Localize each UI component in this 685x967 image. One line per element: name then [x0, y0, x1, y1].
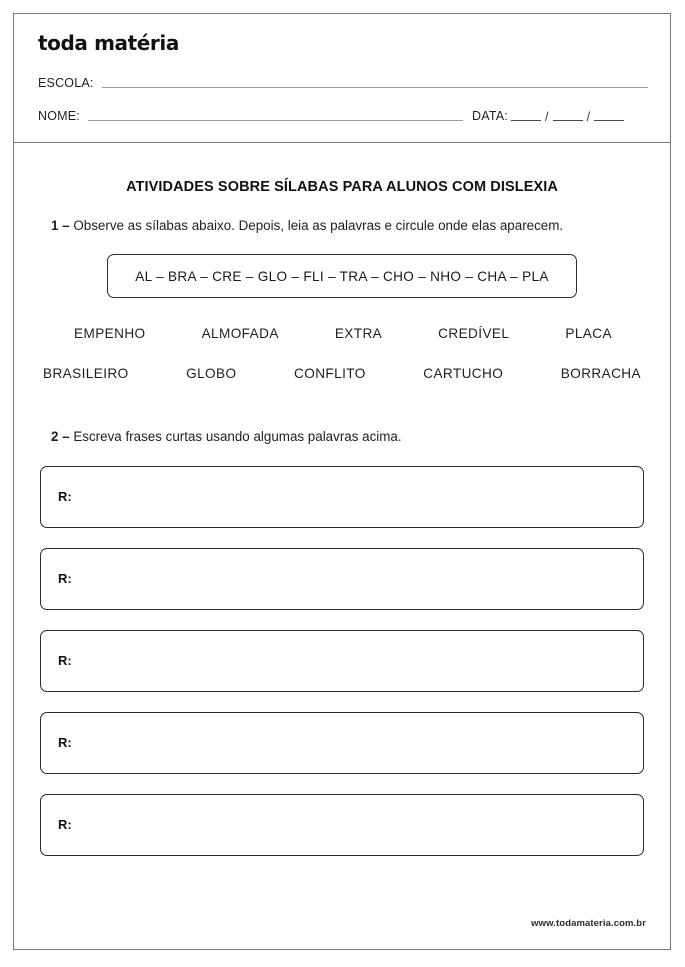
word-item[interactable]: ALMOFADA: [201, 326, 279, 342]
name-label: NOME:: [38, 109, 80, 123]
question-2-text: Escreva frases curtas usando algumas palavras acima.: [73, 429, 402, 445]
question-1: [38, 216, 646, 235]
footer-website[interactable]: www.todamateria.com.br: [531, 918, 646, 929]
answer-label: R:: [58, 817, 72, 833]
question-2-number: 2 –: [51, 429, 70, 445]
answer-box[interactable]: [40, 548, 644, 610]
answer-box[interactable]: [40, 466, 644, 528]
word-item[interactable]: EXTRA: [334, 326, 383, 342]
word-item[interactable]: BORRACHA: [560, 366, 641, 382]
worksheet-page: [13, 13, 671, 950]
brand-logo: toda matéria: [38, 31, 179, 55]
answer-box-list: [38, 466, 646, 856]
word-item[interactable]: GLOBO: [186, 366, 237, 382]
word-item[interactable]: BRASILEIRO: [43, 366, 129, 382]
word-item[interactable]: CONFLITO: [294, 366, 366, 382]
word-item[interactable]: PLACA: [565, 326, 612, 342]
worksheet-header: [14, 14, 670, 143]
syllable-list: AL – BRA – CRE – GLO – FLI – TRA – CHO – NHO – CHA – PLA: [135, 268, 549, 284]
name-field-row: [38, 109, 463, 124]
name-write-line[interactable]: [88, 120, 463, 121]
date-label: DATA:: [472, 109, 508, 123]
date-year-slot[interactable]: [594, 120, 624, 121]
answer-box[interactable]: [40, 794, 644, 856]
date-separator-2: /: [586, 110, 591, 124]
school-write-line[interactable]: [102, 87, 648, 88]
question-2: [38, 427, 646, 446]
school-label: ESCOLA:: [38, 76, 94, 90]
word-item[interactable]: CREDÍVEL: [438, 326, 510, 342]
date-separator-1: /: [544, 110, 549, 124]
question-1-number: 1 –: [51, 218, 70, 233]
word-row: [38, 366, 646, 381]
date-month-slot[interactable]: [553, 120, 583, 121]
date-day-slot[interactable]: [511, 120, 541, 121]
answer-label: R:: [58, 489, 72, 505]
date-field-row: [472, 109, 627, 124]
page-title: ATIVIDADES SOBRE SÍLABAS PARA ALUNOS COM DISLEXIA: [126, 179, 558, 195]
syllable-box: [107, 254, 577, 298]
answer-box[interactable]: [40, 712, 644, 774]
word-item[interactable]: CARTUCHO: [423, 366, 504, 382]
answer-label: R:: [58, 571, 72, 587]
question-1-text: Observe as sílabas abaixo. Depois, leia as palavras e circule onde elas aparecem.: [73, 218, 564, 233]
worksheet-content: [14, 179, 670, 856]
school-field-row: [38, 76, 648, 91]
answer-label: R:: [58, 735, 72, 751]
word-item[interactable]: EMPENHO: [74, 326, 146, 342]
answer-box[interactable]: [40, 630, 644, 692]
word-row: [38, 326, 646, 341]
answer-label: R:: [58, 653, 72, 669]
